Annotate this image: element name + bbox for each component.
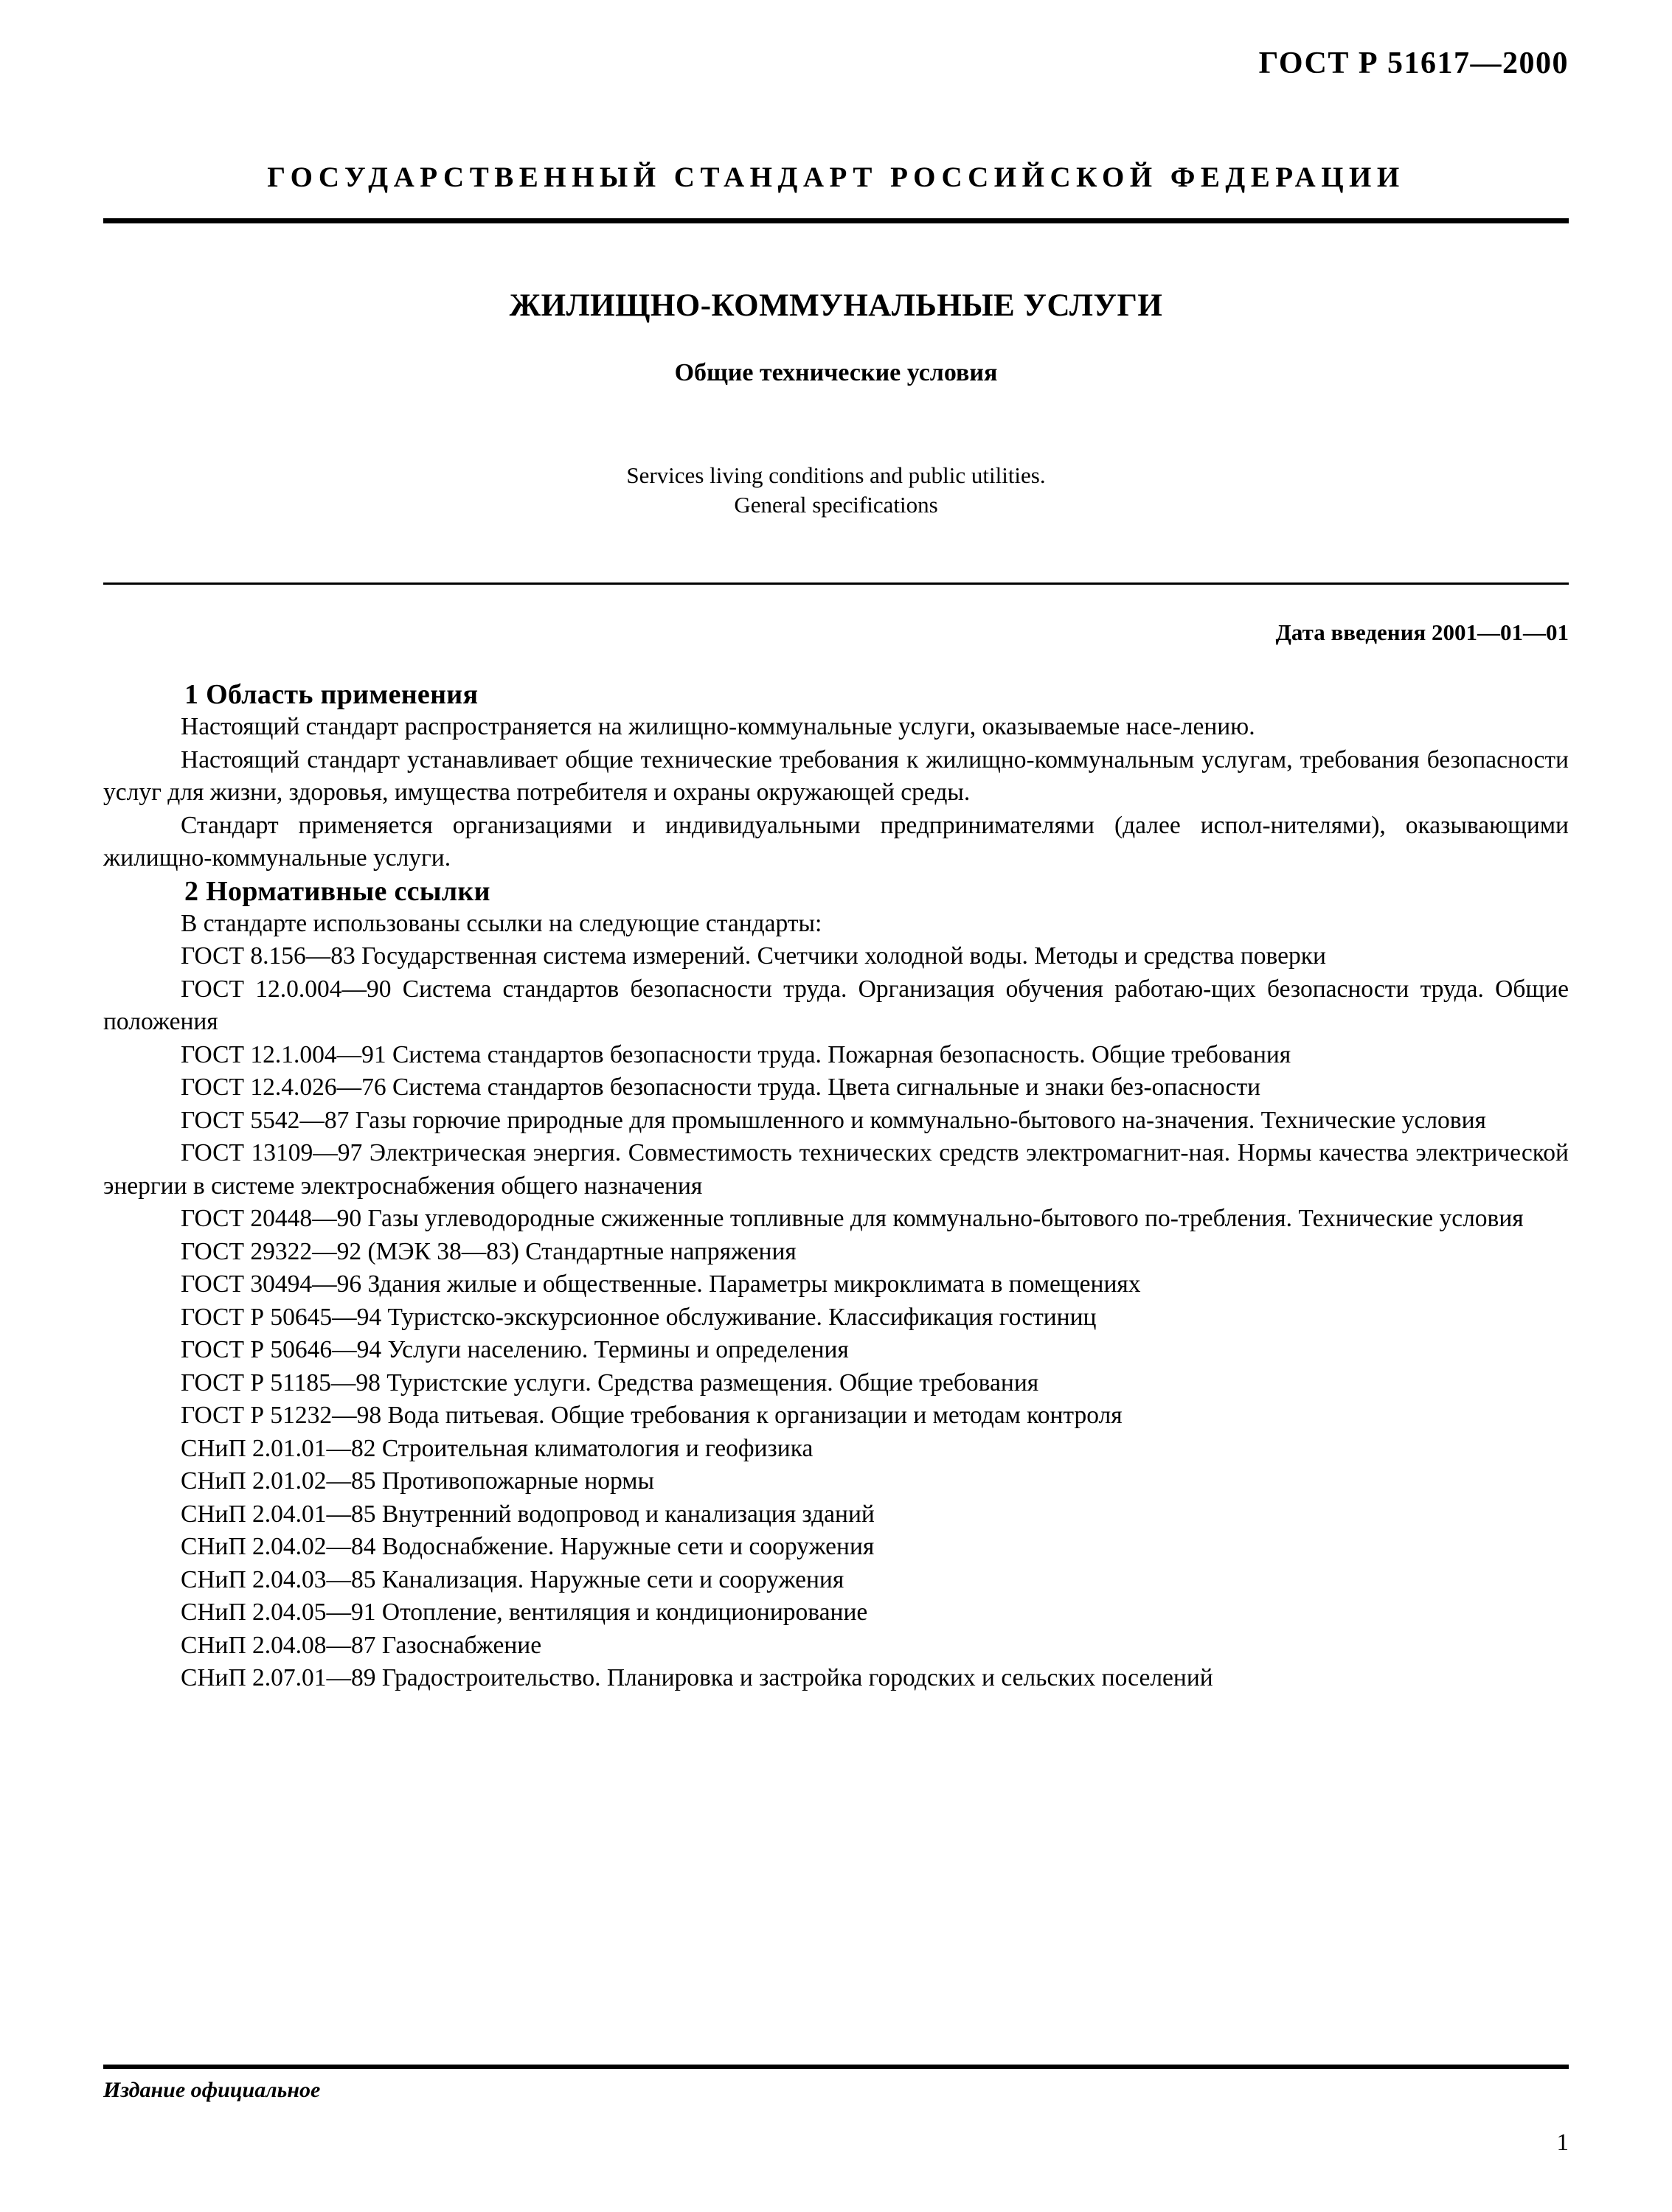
list-item: СНиП 2.04.01—85 Внутренний водопровод и канализация зданий <box>181 1500 875 1528</box>
scope-paragraph-2: Настоящий стандарт устанавливает общие технические требования к жилищно-коммунальным услугам, требования безопасности услуг для жизни, здоровья, имущества потребителя и охраны окружающей среды. <box>103 745 1569 806</box>
list-item: ГОСТ Р 51185—98 Туристские услуги. Средства размещения. Общие требования <box>181 1368 1039 1397</box>
list-item: СНиП 2.04.05—91 Отопление, вентиляция и кондиционирование <box>181 1599 868 1626</box>
title-divider-rule <box>103 582 1569 585</box>
list-item: СНиП 2.01.02—85 Противопожарные нормы <box>181 1467 654 1495</box>
list-item: СНиП 2.07.01—89 Градостроительство. Планировка и застройка городских и сельских поселений <box>181 1664 1213 1691</box>
page-number: 1 <box>1556 2129 1569 2156</box>
document-body <box>103 678 1569 1695</box>
scope-paragraph-1: Настоящий стандарт распространяется на жилищно-коммунальные услуги, оказываемые насе-лению. <box>181 713 1255 740</box>
list-item: СНиП 2.01.01—82 Строительная климатология и геофизика <box>181 1434 814 1462</box>
list-item: ГОСТ 8.156—83 Государственная система измерений. Счетчики холодной воды. Методы и средства поверки <box>181 942 1326 970</box>
state-standard-banner: ГОСУДАРСТВЕННЫЙ СТАНДАРТ РОССИЙСКОЙ ФЕДЕРАЦИИ <box>267 161 1405 193</box>
document-title: ЖИЛИЩНО-КОММУНАЛЬНЫЕ УСЛУГИ <box>509 288 1163 323</box>
list-item: ГОСТ 12.0.004—90 Система стандартов безопасности труда. Организация обучения работаю-щих безопасности труда. Общие положения <box>103 975 1569 1035</box>
english-title-line-2: General specifications <box>734 492 938 518</box>
list-item: ГОСТ Р 51232—98 Вода питьевая. Общие требования к организации и методам контроля <box>181 1402 1123 1429</box>
document-title-english <box>103 461 1569 520</box>
list-item: ГОСТ 12.4.026—76 Система стандартов безопасности труда. Цвета сигнальные и знаки без-опасности <box>181 1074 1261 1101</box>
list-item: СНиП 2.04.02—84 Водоснабжение. Наружные сети и сооружения <box>181 1533 875 1560</box>
document-subtitle: Общие технические условия <box>674 359 998 386</box>
references-lead-in: В стандарте использованы ссылки на следующие стандарты: <box>181 909 822 937</box>
section-heading-scope: 1 Область применения <box>184 679 479 710</box>
list-item: СНиП 2.04.08—87 Газоснабжение <box>181 1631 542 1659</box>
list-item: ГОСТ Р 50646—94 Услуги населению. Термины и определения <box>181 1336 849 1363</box>
list-item: ГОСТ Р 50645—94 Туристско-экскурсионное обслуживание. Классификация гостиниц <box>181 1303 1097 1331</box>
list-item: ГОСТ 29322—92 (МЭК 38—83) Стандартные напряжения <box>181 1237 797 1265</box>
document-number: ГОСТ Р 51617—2000 <box>1258 46 1569 80</box>
footer-divider-rule <box>103 2065 1569 2069</box>
list-item: ГОСТ 12.1.004—91 Система стандартов безопасности труда. Пожарная безопасность. Общие требования <box>181 1040 1291 1068</box>
official-edition-note: Издание официальное <box>103 2078 321 2102</box>
scope-paragraph-3: Стандарт применяется организациями и индивидуальными предпринимателями (далее испол-нителями), оказывающими жилищно-коммунальные услуги. <box>103 811 1569 872</box>
list-item: ГОСТ 5542—87 Газы горючие природные для промышленного и коммунально-бытового на-значения. Технические условия <box>181 1106 1486 1134</box>
list-item: ГОСТ 30494—96 Здания жилые и общественные. Параметры микроклимата в помещениях <box>181 1270 1141 1298</box>
english-title-line-1: Services living conditions and public utilities. <box>626 462 1046 488</box>
section-heading-references: 2 Нормативные ссылки <box>184 875 490 907</box>
introduction-date: Дата введения 2001—01—01 <box>1275 619 1569 645</box>
list-item: СНиП 2.04.03—85 Канализация. Наружные сети и сооружения <box>181 1565 844 1593</box>
header-divider-rule <box>103 218 1569 223</box>
list-item: ГОСТ 20448—90 Газы углеводородные сжиженные топливные для коммунально-бытового по-требления. Технические условия <box>181 1205 1524 1232</box>
list-item: ГОСТ 13109—97 Электрическая энергия. Совместимость технических средств электромагнит-ная. Нормы качества электрической энергии в системе электроснабжения общего назначения <box>103 1139 1569 1200</box>
normative-references-list <box>103 940 1569 1695</box>
